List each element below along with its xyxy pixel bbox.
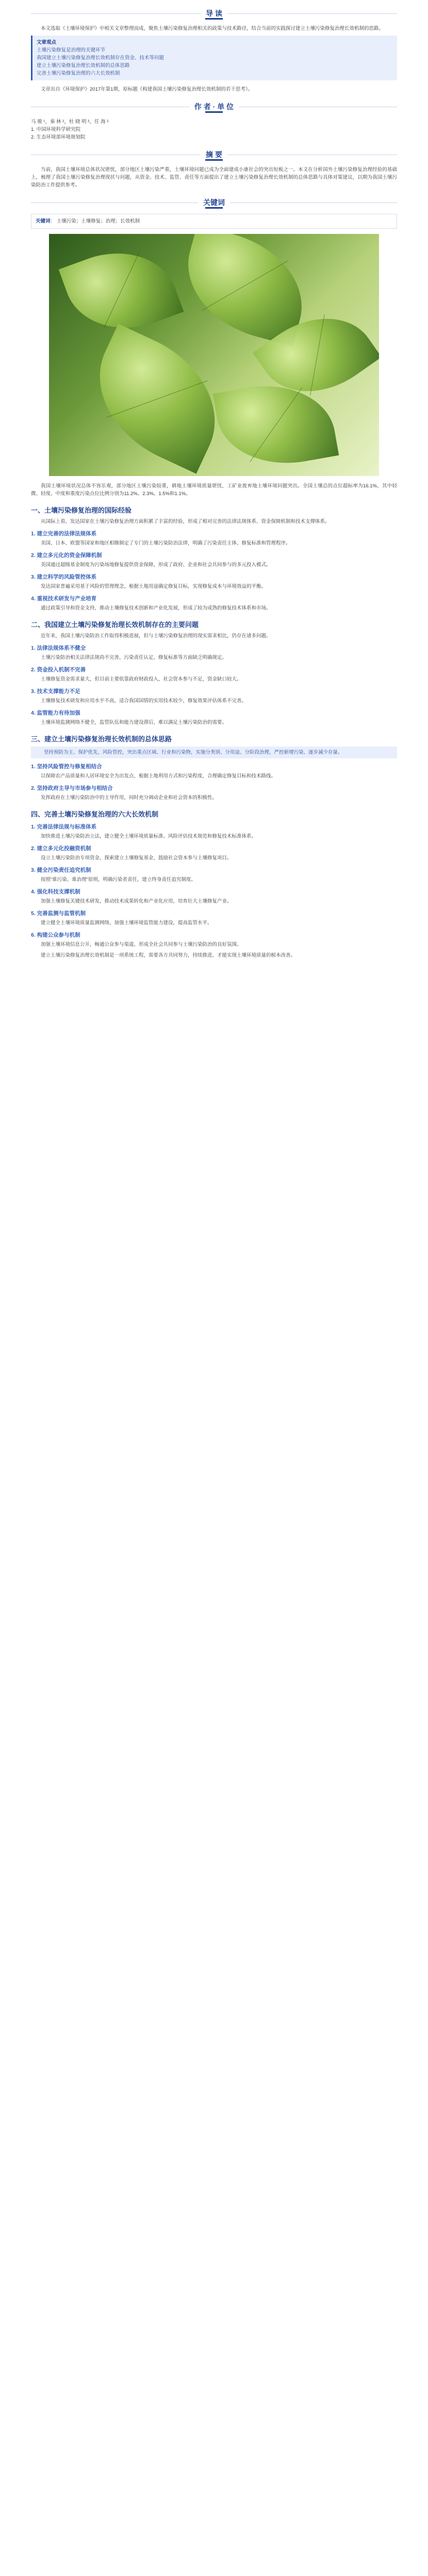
body-paragraph: 从国际上看，发达国家在土壤污染修复治理方面积累了丰富的经验，形成了相对完善的法律法规体系、资金保障机制和技术支撑体系。	[41, 519, 330, 524]
subsection-heading: 2. 建立多元化的资金保障机制	[31, 552, 102, 558]
leaf-photo	[49, 234, 379, 476]
author-names: 马 骏 ¹，秦 林 ²，杜 晓 明 ²，任 海 ²	[31, 119, 109, 125]
body-paragraph: 加快推进土壤污染防治立法，建立健全土壤环境质量标准、风险评估技术规范和修复技术标准体系。	[41, 834, 257, 839]
section-head-abstract	[31, 148, 397, 162]
subsection-heading: 6. 构建公众参与机制	[31, 932, 80, 938]
subsection-heading: 1. 完善法律法规与标准体系	[31, 824, 97, 830]
subsection-heading: 3. 健全污染责任追究机制	[31, 867, 91, 873]
chapter-heading: 一、土壤污染修复治理的国际经验	[31, 506, 132, 514]
keywords-value: 土壤污染；土壤修复；治理；长效机制	[56, 218, 140, 224]
body-paragraph: 我国土壤环境状况总体不容乐观，部分地区土壤污染较重，耕地土壤环境质量堪忧，工矿业废弃地土壤环境问题突出。全国土壤总的点位超标率为16.1%，其中轻微、轻度、中度和重度污染点位比例分别为11.2%、2.3%、1.5%和1.1%。	[31, 483, 397, 497]
subsection-heading: 2. 坚持政府主导与市场参与相结合	[31, 785, 113, 791]
subsection-heading: 3. 技术支撑能力不足	[31, 688, 80, 694]
chapter-heading: 四、完善土壤污染修复治理的六大长效机制	[31, 810, 159, 818]
body-paragraph: 近年来，我国土壤污染防治工作取得积极进展，但与土壤污染修复治理的现实需求相比，仍存在诸多问题。	[41, 633, 271, 639]
highlight-line: 我国建立土壤污染修复治理长效机制存在资金、技术等问题	[37, 55, 164, 61]
body-paragraph: 土壤污染防治相关法律法规尚不完善，污染责任认定、修复标准等方面缺乏明确规定。	[41, 655, 227, 660]
author-affiliation: 1. 中国环境科学研究院	[31, 127, 81, 132]
body-paragraph: 以保障农产品质量和人居环境安全为出发点，根据土地利用方式和污染程度，合理确定修复目标和技术路线。	[41, 773, 276, 779]
intro-text: 本文选取《土壤环境保护》中相关文章整理而成，聚焦土壤污染修复治理相关的政策与技术路径，结合当前的实践探讨建立土壤污染修复治理长效机制的思路。	[41, 26, 384, 31]
abstract-text: 当前，我国土壤环境总体状况堪忧，部分地区土壤污染严重，土壤环境问题已成为全面建成小康社会的突出短板之一。本文在分析国外土壤污染修复治理经验的基础上，梳理了我国土壤污染修复治理现状与问题，从资金、技术、监管、责任等方面提出了建立土壤污染修复治理长效机制的总体思路与具体对策建议，以期为我国土壤污染防治工作提供参考。	[31, 167, 397, 188]
highlight-line: 建立土壤污染修复治理长效机制的总体思路	[37, 63, 130, 69]
highlight-paragraph: 坚持预防为主、保护优先、风险管控，突出重点区域、行业和污染物，实施分类别、分用途、分阶段治理，严控新增污染、逐步减少存量。	[31, 747, 397, 758]
intro-source: 文章出自《环境保护》2017年第1期，原标题《构建我国土壤污染修复治理长效机制的若干思考》。	[41, 87, 253, 92]
body-paragraph: 加强土壤修复关键技术研发，推动技术成果转化和产业化应用，培育壮大土壤修复产业。	[41, 899, 232, 904]
body-paragraph: 加强土壤环境信息公开，畅通公众参与渠道，形成全社会共同参与土壤污染防治的良好氛围。	[41, 942, 242, 947]
subsection-heading: 4. 强化科技支撑机制	[31, 889, 80, 895]
author-affiliation: 2. 生态环境部环境规划院	[31, 134, 86, 140]
chapter-heading: 二、我国建立土壤污染修复治理长效机制存在的主要问题	[31, 621, 199, 629]
subsection-heading: 5. 完善监测与监管机制	[31, 910, 86, 917]
body-paragraph: 设立土壤污染防治专项资金，探索建立土壤修复基金，鼓励社会资本参与土壤修复项目。	[41, 855, 232, 861]
highlight-line: 土壤污染修复是治理的关键环节	[37, 47, 106, 53]
section-label: 作 者 · 单 位	[189, 101, 239, 112]
subsection-heading: 4. 监管能力有待加强	[31, 710, 80, 716]
highlight-box	[31, 36, 397, 80]
subsection-heading: 2. 建立多元化投融资机制	[31, 845, 91, 852]
body-paragraph: 美国、日本、欧盟等国家和地区相继制定了专门的土壤污染防治法律，明确了污染责任主体、修复标准和管理程序。	[41, 540, 291, 546]
section-label: 摘 要	[201, 149, 227, 160]
section-label: 关键词	[198, 197, 230, 208]
conclusion-paragraph: 建立土壤污染修复治理长效机制是一项系统工程，需要各方共同努力，持续推进，才能实现土壤环境质量的根本改善。	[41, 953, 296, 958]
body-paragraph: 发达国家普遍采用基于风险的管理理念，根据土地用途确定修复目标，实现修复成本与环境效益的平衡。	[41, 584, 267, 589]
subsection-heading: 4. 重视技术研发与产业培育	[31, 596, 97, 602]
subsection-heading: 1. 坚持风险管控与修复相结合	[31, 764, 102, 770]
body-paragraph: 土壤环境监测网络不健全，监管队伍和能力建设滞后，难以满足土壤污染防治的需要。	[41, 720, 227, 725]
chapter-heading: 三、建立土壤污染修复治理长效机制的总体思路	[31, 735, 172, 743]
article	[31, 7, 397, 959]
section-label: 导 读	[201, 8, 227, 19]
section-head-keywords	[31, 196, 397, 210]
body-paragraph: 建立健全土壤环境质量监测网络，加强土壤环境监管能力建设，提高监管水平。	[41, 920, 212, 926]
body-paragraph: 土壤修复技术研发和应用水平不高，适合我国国情的实用技术较少，修复效果评估体系不完善。	[41, 698, 247, 704]
highlight-header: 文章观点	[37, 40, 57, 45]
authors-block	[31, 118, 397, 141]
body-paragraph: 发挥政府在土壤污染防治中的主导作用，同时充分调动企业和社会资本的积极性。	[41, 795, 218, 801]
body-paragraph: 土壤修复资金需求量大，但目前主要依靠政府财政投入，社会资本参与不足，资金缺口较大。	[41, 676, 242, 682]
body-paragraph: 按照“谁污染、谁治理”原则，明确污染者责任，建立终身责任追究制度。	[41, 877, 196, 883]
subsection-heading: 2. 资金投入机制不完善	[31, 667, 86, 673]
subsection-heading: 3. 建立科学的风险管控体系	[31, 574, 97, 580]
keywords-label: 关键词	[36, 218, 51, 224]
section-head-guide	[31, 7, 397, 21]
highlight-line: 完善土壤污染修复治理的六大长效机制	[37, 71, 120, 76]
body-paragraph: 美国通过超级基金制度为污染场地修复提供资金保障，形成了政府、企业和社会共同参与的多元投入模式。	[41, 562, 271, 568]
keywords-box: 关键词： 土壤污染；土壤修复；治理；长效机制	[31, 214, 397, 229]
section-head-authors	[31, 100, 397, 114]
subsection-heading: 1. 建立完善的法律法规体系	[31, 531, 97, 537]
body-paragraph: 通过政策引导和资金支持，推动土壤修复技术创新和产业化发展，形成了较为成熟的修复技术体系和市场。	[41, 605, 271, 611]
subsection-heading: 1. 法律法规体系不健全	[31, 645, 86, 651]
